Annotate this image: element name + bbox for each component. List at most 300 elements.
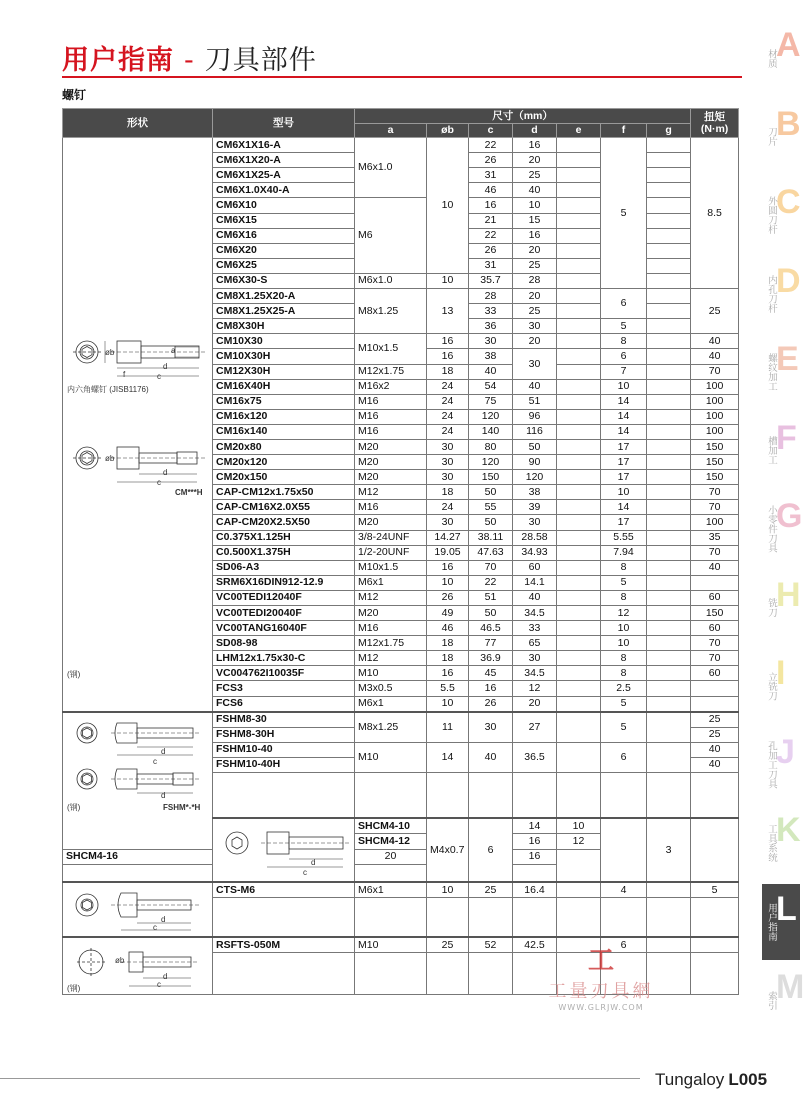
cell-f: 6 xyxy=(601,742,647,772)
cell-e xyxy=(557,606,601,621)
model-cell: VC00TEDI12040F xyxy=(213,590,355,605)
model-cell: VC00TEDI20040F xyxy=(213,606,355,621)
cell-torque: 25 xyxy=(691,712,739,728)
cell-e xyxy=(557,213,601,228)
empty-model-cell xyxy=(213,898,355,938)
cell-c: 51 xyxy=(469,590,513,605)
tab-label: 刀片 xyxy=(766,127,777,146)
cell-b: 30 xyxy=(427,470,469,485)
model-cell: CM20x120 xyxy=(213,455,355,470)
tab-k[interactable] xyxy=(762,805,800,882)
cell-torque: 60 xyxy=(691,590,739,605)
cell-d: 33 xyxy=(513,621,557,636)
shape-cell-cm xyxy=(63,138,213,712)
cell-d: 60 xyxy=(513,560,557,575)
cell-g xyxy=(647,258,691,273)
label-c7: c xyxy=(157,980,161,990)
cell-d: 42.5 xyxy=(513,937,557,953)
cell-torque: 70 xyxy=(691,500,739,515)
section-index-tabs xyxy=(762,20,804,1041)
cell-f: 17 xyxy=(601,470,647,485)
cell-d: 34.93 xyxy=(513,545,557,560)
cell-a: M6x1.0 xyxy=(355,138,427,198)
cell-c: 45 xyxy=(469,666,513,681)
cell-e xyxy=(557,666,601,681)
cell-c: 47.63 xyxy=(469,545,513,560)
cell-e xyxy=(557,364,601,379)
cell-f: 7.94 xyxy=(601,545,647,560)
tab-j[interactable] xyxy=(762,727,800,804)
model-cell: C0.500X1.375H xyxy=(213,545,355,560)
cell-torque: 40 xyxy=(691,349,739,364)
cell-e xyxy=(557,575,601,590)
shape-cell-rsfts xyxy=(63,937,213,995)
cell-f: 14 xyxy=(601,424,647,439)
screw-spec-table xyxy=(62,108,739,995)
cell-g xyxy=(647,349,691,364)
cell-a: M10 xyxy=(355,666,427,681)
cell-f: 6 xyxy=(601,289,647,319)
cell-c: 22 xyxy=(469,138,513,153)
cell-a: M10x1.5 xyxy=(355,560,427,575)
empty-model-cell xyxy=(213,953,355,995)
cell-c: 25 xyxy=(469,882,513,898)
cell-f: 12 xyxy=(601,606,647,621)
tab-label: 材质 xyxy=(766,48,777,68)
label-b1: øb xyxy=(105,348,115,358)
cell-b: 24 xyxy=(427,500,469,515)
cell-torque: 40 xyxy=(691,742,739,757)
model-cell: CM6X16 xyxy=(213,228,355,243)
cell-b: 16 xyxy=(427,349,469,364)
empty-cell xyxy=(513,773,557,819)
socket-head-screw-drawing xyxy=(65,328,213,588)
cell-e xyxy=(557,545,601,560)
cell-g xyxy=(647,153,691,168)
cell-g xyxy=(647,213,691,228)
label-d2: d xyxy=(163,468,168,478)
cell-a: M20 xyxy=(355,455,427,470)
cell-e xyxy=(557,334,601,349)
cell-d: 14.1 xyxy=(513,575,557,590)
tab-letter: A xyxy=(776,26,801,64)
empty-cell xyxy=(355,773,427,819)
cell-torque: 100 xyxy=(691,424,739,439)
cell-g xyxy=(647,439,691,454)
cell-e xyxy=(557,621,601,636)
tab-g[interactable] xyxy=(762,491,803,568)
cell-d: 16 xyxy=(513,228,557,243)
cell-a: M10 xyxy=(355,742,427,772)
cell-c: 26 xyxy=(469,696,513,712)
empty-cell xyxy=(691,773,739,819)
brand-name: Tungaloy xyxy=(655,1070,725,1089)
tab-l[interactable] xyxy=(762,884,800,961)
cell-g xyxy=(647,394,691,409)
model-cell: FCS3 xyxy=(213,681,355,696)
cell-g xyxy=(647,545,691,560)
cell-f: 17 xyxy=(601,439,647,454)
cell-d: 20 xyxy=(513,243,557,258)
tab-letter: C xyxy=(776,183,801,221)
cell-g xyxy=(647,455,691,470)
cell-a: M8x1.25 xyxy=(355,289,427,334)
cell-c: 21 xyxy=(469,213,513,228)
cell-c: 20 xyxy=(355,849,427,864)
cell-g xyxy=(647,696,691,712)
section-subtitle: 螺钉 xyxy=(62,88,87,102)
tab-m[interactable] xyxy=(762,962,804,1039)
cell-g xyxy=(647,651,691,666)
cell-d: 15 xyxy=(513,213,557,228)
cell-a: M16 xyxy=(355,621,427,636)
watermark-logo: 工 xyxy=(587,946,614,976)
cell-torque: 40 xyxy=(691,334,739,349)
cell-d: 40 xyxy=(513,183,557,198)
cell-b: 18 xyxy=(427,636,469,651)
model-cell: FSHM8-30H xyxy=(213,727,355,742)
tab-b[interactable] xyxy=(762,99,800,176)
cell-a: M6 xyxy=(355,198,427,273)
cell-f: 17 xyxy=(601,515,647,530)
cell-g xyxy=(647,334,691,349)
empty-model-cell xyxy=(63,864,213,882)
model-cell: RSFTS-050M xyxy=(213,937,355,953)
cell-c: 40 xyxy=(469,742,513,772)
cell-a: M4x0.7 xyxy=(427,818,469,882)
cell-g xyxy=(647,409,691,424)
cell-c: 46 xyxy=(469,183,513,198)
cell-a: M6x1 xyxy=(355,882,427,898)
cell-c: 50 xyxy=(469,606,513,621)
cell-d: 25 xyxy=(513,258,557,273)
model-cell: SHCM4-12 xyxy=(355,834,427,849)
cell-c: 30 xyxy=(469,712,513,743)
model-cell: CAP-CM20X2.5X50 xyxy=(213,515,355,530)
cell-g xyxy=(647,636,691,651)
model-cell: FSHM8-30 xyxy=(213,712,355,728)
tab-c[interactable] xyxy=(762,177,800,254)
cell-e xyxy=(557,304,601,319)
cell-b: 6 xyxy=(469,818,513,882)
cell-d: 34.5 xyxy=(513,606,557,621)
cell-b: 10 xyxy=(427,882,469,898)
cell-d: 50 xyxy=(513,439,557,454)
tab-letter: G xyxy=(776,497,803,535)
cell-a: M20 xyxy=(355,470,427,485)
tab-label: 索引 xyxy=(766,990,777,1010)
cell-b: 46 xyxy=(427,621,469,636)
cell-torque: 40 xyxy=(691,757,739,772)
cell-a: M20 xyxy=(355,439,427,454)
cell-c: 14 xyxy=(513,818,557,834)
tab-e[interactable] xyxy=(762,334,800,411)
steel-note-1: (钢) xyxy=(67,670,81,680)
model-cell: CM10X30 xyxy=(213,334,355,349)
cell-d: 30 xyxy=(513,651,557,666)
tab-letter: K xyxy=(776,811,801,849)
cell-f: 6 xyxy=(601,349,647,364)
cell-d: 40 xyxy=(513,379,557,394)
cell-g xyxy=(647,500,691,515)
cell-e xyxy=(557,349,601,364)
tag-fshm-h: FSHM*-*H xyxy=(163,802,201,812)
model-cell: VC004762I10035F xyxy=(213,666,355,681)
tab-letter: L xyxy=(776,889,797,928)
empty-cell xyxy=(513,898,557,938)
cell-c: 120 xyxy=(469,455,513,470)
cell-g xyxy=(647,681,691,696)
empty-cell xyxy=(513,864,557,882)
empty-cell xyxy=(427,953,469,995)
tab-f[interactable] xyxy=(762,413,800,490)
cell-f: 8 xyxy=(601,560,647,575)
header-f: f xyxy=(601,124,647,138)
cell-e xyxy=(557,560,601,575)
cell-f: 4 xyxy=(601,882,647,898)
cell-f: 10 xyxy=(601,485,647,500)
cell-a: M16 xyxy=(355,409,427,424)
cell-b: 18 xyxy=(427,485,469,500)
model-cell: CM6X1X20-A xyxy=(213,153,355,168)
cell-b: 10 xyxy=(427,273,469,288)
cell-g xyxy=(691,818,739,882)
model-cell: FSHM10-40 xyxy=(213,742,355,757)
cell-torque: 40 xyxy=(691,560,739,575)
cell-torque: 5 xyxy=(691,882,739,898)
model-cell: CM10X30H xyxy=(213,349,355,364)
cell-g xyxy=(647,575,691,590)
tab-label: 工具系统 xyxy=(766,824,777,862)
model-cell: CM8X1.25X25-A xyxy=(213,304,355,319)
cell-g xyxy=(647,742,691,772)
watermark-url: WWW.GLRJW.COM xyxy=(558,1003,644,1012)
cell-e xyxy=(557,168,601,183)
cell-torque: 100 xyxy=(691,394,739,409)
cell-e xyxy=(557,243,601,258)
shape-cell-cts xyxy=(63,882,213,937)
cell-g xyxy=(647,273,691,288)
cell-a: M16 xyxy=(355,500,427,515)
cell-a: M6x1.0 xyxy=(355,273,427,288)
cell-c: 40 xyxy=(469,364,513,379)
tab-d[interactable] xyxy=(762,256,800,333)
cell-b: 25 xyxy=(427,937,469,953)
model-cell: CM6X15 xyxy=(213,213,355,228)
tab-i[interactable] xyxy=(762,648,800,725)
model-cell: CM6X1.0X40-A xyxy=(213,183,355,198)
cell-torque: 70 xyxy=(691,485,739,500)
cell-torque: 150 xyxy=(691,470,739,485)
tab-label: 孔加工刀具 xyxy=(766,740,777,789)
cell-g xyxy=(647,560,691,575)
cell-d: 116 xyxy=(513,424,557,439)
empty-cell xyxy=(601,773,647,819)
empty-cell xyxy=(469,953,513,995)
cell-c: 30 xyxy=(469,334,513,349)
cell-e xyxy=(557,882,601,898)
label-d4: d xyxy=(161,790,166,800)
cell-d: 96 xyxy=(513,409,557,424)
tab-label: 槽加工 xyxy=(766,436,777,465)
label-c1: c xyxy=(157,372,161,382)
cell-b: 10 xyxy=(427,138,469,274)
cell-e xyxy=(557,258,601,273)
cell-g xyxy=(647,138,691,153)
cell-g xyxy=(647,606,691,621)
cell-f: 8 xyxy=(601,651,647,666)
model-cell: SRM6X16DIN912-12.9 xyxy=(213,575,355,590)
label-d1: d xyxy=(163,362,168,372)
cell-f: 3 xyxy=(647,818,691,882)
cell-d: 25 xyxy=(513,168,557,183)
cell-g xyxy=(647,228,691,243)
cell-a: M6x1 xyxy=(355,696,427,712)
cell-d: 30 xyxy=(513,319,557,334)
tab-h[interactable] xyxy=(762,570,800,647)
cell-g xyxy=(647,470,691,485)
model-cell: SHCM4-16 xyxy=(63,849,213,864)
cell-g xyxy=(647,379,691,394)
cell-torque: 150 xyxy=(691,455,739,470)
empty-cell xyxy=(647,898,691,938)
cell-b: 30 xyxy=(427,439,469,454)
tab-label: 外圆刀杆 xyxy=(766,196,777,234)
model-cell: CM12X30H xyxy=(213,364,355,379)
cell-e xyxy=(557,590,601,605)
tag-cm-h: CM***H xyxy=(175,488,203,498)
empty-cell xyxy=(691,898,739,938)
page-title xyxy=(62,38,317,77)
label-d6: d xyxy=(161,915,166,925)
cell-b: 10 xyxy=(427,696,469,712)
cell-b: 16 xyxy=(427,666,469,681)
cell-d: 20 xyxy=(513,334,557,349)
cell-b: 5.5 xyxy=(427,681,469,696)
cell-f: 10 xyxy=(601,379,647,394)
cell-e xyxy=(557,651,601,666)
cell-c: 16 xyxy=(469,198,513,213)
cell-a: M12 xyxy=(355,651,427,666)
tab-label: 小零件刀具 xyxy=(766,505,777,553)
tab-a[interactable] xyxy=(762,20,800,97)
cell-torque: 150 xyxy=(691,606,739,621)
cell-c: 16 xyxy=(469,681,513,696)
empty-cell xyxy=(355,898,427,938)
cell-a: M20 xyxy=(355,606,427,621)
title-dash: - xyxy=(184,45,195,76)
fshm-screw-drawing xyxy=(65,715,213,807)
cell-g xyxy=(647,198,691,213)
cell-torque xyxy=(691,575,739,590)
empty-cell xyxy=(557,898,601,938)
cell-a: 1/2-20UNF xyxy=(355,545,427,560)
cts-screw-drawing xyxy=(65,885,213,937)
tab-letter: E xyxy=(776,340,799,378)
cell-e xyxy=(557,289,601,304)
cell-torque: 60 xyxy=(691,666,739,681)
cell-g xyxy=(647,621,691,636)
caption-jisb1176: 内六角螺钉 (JISB1176) xyxy=(67,385,149,395)
cell-g xyxy=(647,319,691,334)
cell-f: 14 xyxy=(601,409,647,424)
cell-b: 24 xyxy=(427,409,469,424)
model-cell: CM8X1.25X20-A xyxy=(213,289,355,304)
cell-torque: 70 xyxy=(691,636,739,651)
model-cell: CM6X1X25-A xyxy=(213,168,355,183)
cell-d: 120 xyxy=(513,470,557,485)
cell-g xyxy=(647,424,691,439)
cell-f: 7 xyxy=(601,364,647,379)
header-shape: 形状 xyxy=(63,109,213,138)
cell-f: 5 xyxy=(601,696,647,712)
cell-torque: 70 xyxy=(691,364,739,379)
cell-e xyxy=(557,138,601,153)
empty-cell xyxy=(427,773,469,819)
cell-d: 39 xyxy=(513,500,557,515)
cell-e xyxy=(557,500,601,515)
cell-g xyxy=(647,530,691,545)
empty-cell xyxy=(355,953,427,995)
cell-d: 90 xyxy=(513,455,557,470)
tab-letter: H xyxy=(776,575,801,614)
empty-cell xyxy=(691,953,739,995)
cell-d: 28.58 xyxy=(513,530,557,545)
cell-b: 49 xyxy=(427,606,469,621)
cell-c: 50 xyxy=(469,485,513,500)
cell-torque: 70 xyxy=(691,651,739,666)
cell-f: 5 xyxy=(601,138,647,289)
model-cell: SD08-98 xyxy=(213,636,355,651)
cell-d: 27 xyxy=(513,712,557,743)
model-cell: FCS6 xyxy=(213,696,355,712)
model-cell: CM20x80 xyxy=(213,439,355,454)
model-cell: CM20x150 xyxy=(213,470,355,485)
cell-d: 16 xyxy=(513,849,557,864)
cell-b: 13 xyxy=(427,289,469,334)
cell-b: 24 xyxy=(427,424,469,439)
cell-b: 19.05 xyxy=(427,545,469,560)
cell-a: M20 xyxy=(355,515,427,530)
cell-e xyxy=(557,712,601,743)
cell-torque: 100 xyxy=(691,515,739,530)
cell-d: 30 xyxy=(513,349,557,379)
label-c2: c xyxy=(157,478,161,488)
cell-e xyxy=(557,485,601,500)
cell-f: 5 xyxy=(601,319,647,334)
model-cell: CM16x75 xyxy=(213,394,355,409)
cell-c: 70 xyxy=(469,560,513,575)
cell-d: 20 xyxy=(513,696,557,712)
tab-letter: F xyxy=(776,418,797,457)
title-rule xyxy=(62,76,742,78)
cell-a: M6x1 xyxy=(355,575,427,590)
watermark xyxy=(536,940,666,1012)
shcm-screw-drawing xyxy=(215,821,363,881)
cell-e xyxy=(557,394,601,409)
tab-letter: D xyxy=(776,261,801,300)
cell-c: 140 xyxy=(469,424,513,439)
label-d5: d xyxy=(311,858,316,868)
cell-d: 20 xyxy=(513,289,557,304)
cell-c: 26 xyxy=(469,243,513,258)
tab-label: 用户指南 xyxy=(766,902,777,941)
cell-e xyxy=(557,198,601,213)
cell-torque xyxy=(691,937,739,953)
cell-torque: 60 xyxy=(691,621,739,636)
cell-d: 12 xyxy=(513,681,557,696)
cell-c: 38.11 xyxy=(469,530,513,545)
